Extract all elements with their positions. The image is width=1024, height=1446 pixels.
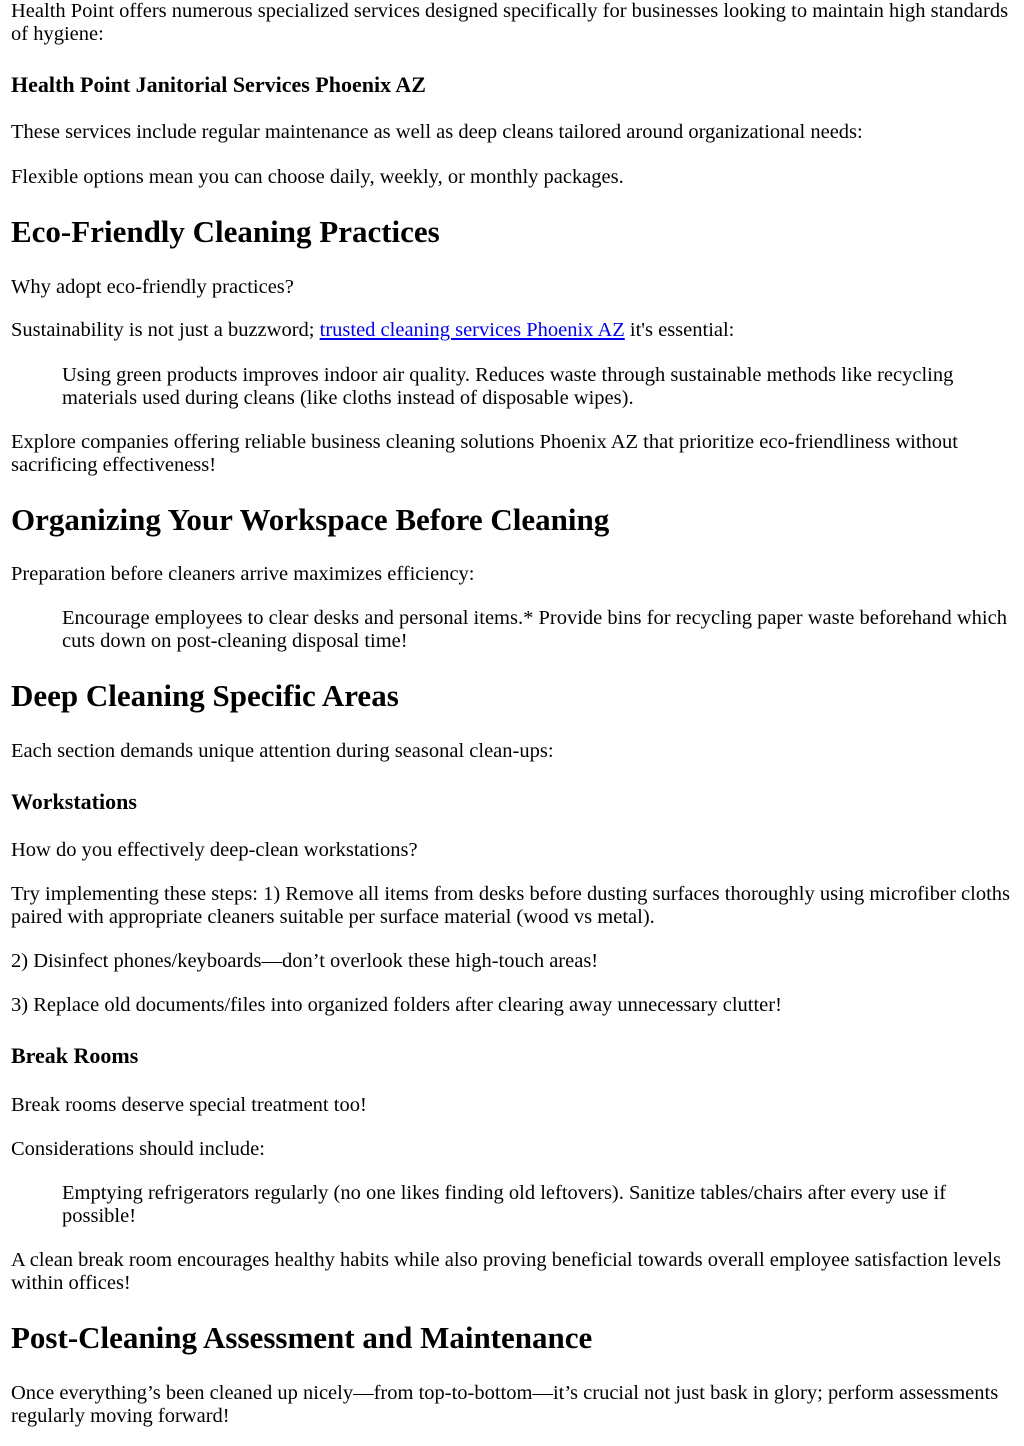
organizing-heading: Organizing Your Workspace Before Cleaning (11, 502, 610, 537)
eco-paragraph-2-end: it's essential: (624, 319, 735, 341)
workstations-paragraph-3: 2) Disinfect phones/keyboards—don’t overlook these high-touch areas! (11, 950, 599, 972)
trusted-cleaning-services-link[interactable]: trusted cleaning services Phoenix AZ (319, 319, 625, 341)
workstations-paragraph-4: 3) Replace old documents/files into organized folders after clearing away unnecessary clutter! (11, 994, 782, 1016)
janitorial-paragraph-2: Flexible options mean you can choose daily, weekly, or monthly packages. (11, 166, 624, 188)
eco-paragraph-3: Explore companies offering reliable business cleaning solutions Phoenix AZ that prioritize eco-friendliness without sacrificing effectiveness! (11, 431, 958, 476)
post-cleaning-heading: Post-Cleaning Assessment and Maintenance (11, 1320, 593, 1355)
organizing-quote: Encourage employees to clear desks and personal items.* Provide bins for recycling paper waste beforehand which cuts down on post-cleaning disposal time! (62, 607, 1007, 652)
workstations-paragraph-2: Try implementing these steps: 1) Remove all items from desks before dusting surfaces thoroughly using microfiber cloths paired with appropriate cleaners suitable per surface material (wood vs metal). (11, 883, 1011, 928)
eco-paragraph-2 (11, 319, 1014, 342)
break-rooms-paragraph-3: A clean break room encourages healthy habits while also proving beneficial towards overall employee satisfaction levels within offices! (11, 1249, 1001, 1294)
break-rooms-paragraph-2: Considerations should include: (11, 1138, 265, 1160)
janitorial-heading: Health Point Janitorial Services Phoenix AZ (11, 72, 426, 97)
eco-paragraph-2-start: Sustainability is not just a buzzword; (11, 319, 320, 341)
janitorial-paragraph-1: These services include regular maintenance as well as deep cleans tailored around organizational needs: (11, 121, 863, 143)
break-rooms-quote: Emptying refrigerators regularly (no one likes finding old leftovers). Sanitize tables/chairs after every use if possible! (62, 1182, 947, 1227)
organizing-paragraph-1: Preparation before cleaners arrive maximizes efficiency: (11, 563, 475, 585)
eco-quote: Using green products improves indoor air quality. Reduces waste through sustainable methods like recycling materials used during cleans (like cloths instead of disposable wipes). (62, 364, 954, 409)
deep-cleaning-heading: Deep Cleaning Specific Areas (11, 678, 399, 713)
post-cleaning-paragraph-1: Once everything’s been cleaned up nicely—from top-to-bottom—it’s crucial not just bask in glory; perform assessments regularly moving forward! (11, 1382, 999, 1427)
workstations-heading: Workstations (11, 789, 137, 814)
break-rooms-paragraph-1: Break rooms deserve special treatment too! (11, 1094, 367, 1116)
deep-cleaning-paragraph-1: Each section demands unique attention during seasonal clean-ups: (11, 740, 554, 762)
eco-heading: Eco-Friendly Cleaning Practices (11, 214, 440, 249)
intro-paragraph: Health Point offers numerous specialized services designed specifically for businesses looking to maintain high standards of hygiene: (11, 0, 1009, 45)
break-rooms-heading: Break Rooms (11, 1043, 139, 1068)
eco-paragraph-1: Why adopt eco-friendly practices? (11, 276, 294, 298)
workstations-paragraph-1: How do you effectively deep-clean workstations? (11, 839, 418, 861)
